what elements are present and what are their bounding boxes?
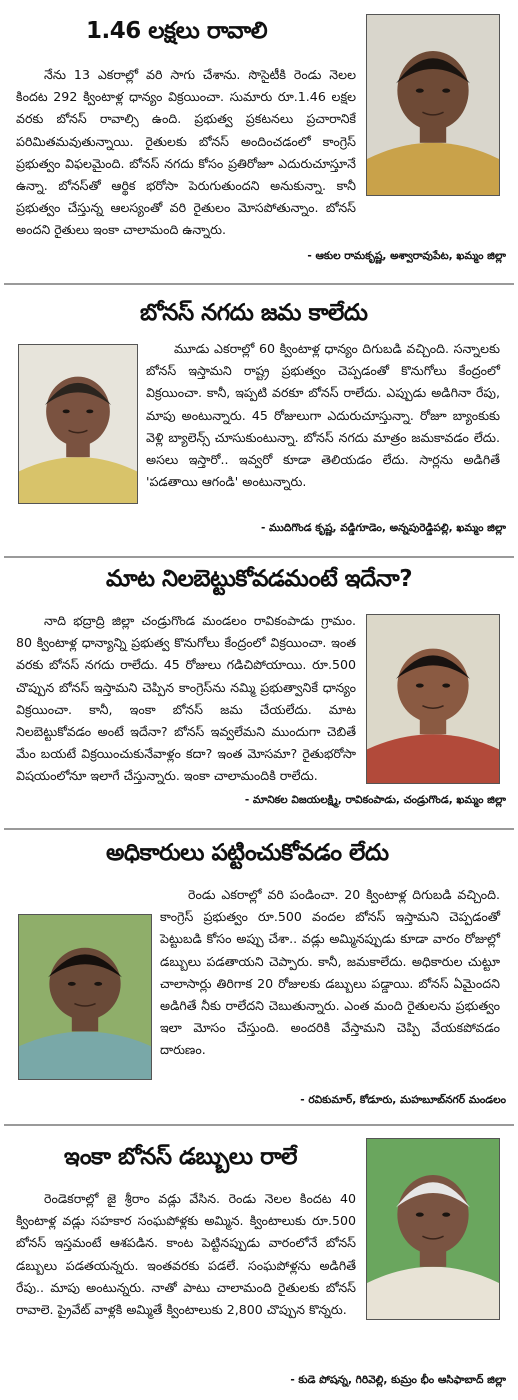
section-divider: [4, 283, 514, 285]
left-eye: [68, 982, 76, 986]
article-body: [146, 338, 500, 493]
left-eye: [416, 1212, 424, 1216]
article-headline: అధికారులు పట్టించుకోవడం లేదు: [106, 840, 389, 866]
article-1: [0, 0, 518, 286]
article-byline: - ఆకుల రామకృష్ణ, అశ్వారావుపేట, ఖమ్మం జిల్లా: [307, 250, 506, 262]
article-byline: - ముదిగొండ కృష్ణ, వడ్డిగూడెం, అన్నపురెడ్డిపల్లి, ఖమ్మం జిల్లా: [260, 522, 506, 534]
article-headline: 1.46 లక్షలు రావాలి: [86, 18, 268, 44]
article-3: [0, 558, 518, 828]
article-headline: ఇంకా బోనస్ డబ్బులు రాలే: [64, 1144, 297, 1170]
right-eye: [442, 684, 450, 688]
article-text: రెండు ఎకరాల్లో వరి పండించా. 20 క్వింటాళ్ల దిగుబడి వచ్చింది. కాంగ్రెస్ ప్రభుత్వం రూ.500 వందల బోనస్ ఇస్తామని చెప్పడంతో పెట్టుబడి కోసం అప్పు చేశా.. వడ్లు అమ్మినప్పుడు కూడా వారం రోజుల్లో డబ్బులు పడతాయని చెప్పారు. కానీ, జమకాలేదు. అధికారుల చుట్టూ చాలాసార్లు తిరిగాక 20 రోజులకు డబ్బులు పడ్డాయి. బోనస్ ఏమైందని అడిగితే నీకు రాలేదని చెబుతున్నారు. ఎంత మంది రైతులను ప్రభుత్వం ఇలా మోసం చేస్తుంది. అందరికి వేస్తామని చెప్పి వేయకపోవడం దారుణం.: [160, 887, 500, 1058]
right-eye: [442, 1212, 450, 1216]
article-headline: బోనస్ నగదు జమ కాలేదు: [140, 300, 368, 326]
article-byline: - మానికల విజయలక్ష్మి, రావికంపాడు, చండ్రుగొండ, ఖమ్మం జిల్లా: [244, 794, 506, 806]
portrait-man-4: [367, 1139, 499, 1319]
article-5: [0, 1126, 518, 1400]
portrait-photo: [366, 1138, 500, 1320]
article-text: రెండెకరాల్లో జై శ్రీరాం వడ్లు వేసిన. రెండు నెలల కిందట 40 క్వింటాళ్ల వడ్లు సహకార సంఘపోళ్లకు అమ్మిన. క్వింటాలుకు రూ.500 బోనస్ ఇస్తమంటే ఆశపడిన. కాంట పెట్టినప్పుడు వారంలోనే బోనస్ డబ్బులు పడతయన్నరు. ఇంతవరకు పడలే. సంఘపోళ్లను అడిగితే రేపు.. మాపు అంటున్నరు. నాతో పాటు చాలామంది రైతులకు బోనస్ రావాలె. ప్రైవేట్ వాళ్లకి అమ్మితే క్వింటాలుకు 2,800 చొప్పున కొన్నరు.: [16, 1191, 356, 1318]
portrait-photo: [366, 14, 500, 196]
article-text: నాది భద్రాద్రి జిల్లా చండ్రుగొండ మండలం రావికంపాడు గ్రామం. 80 క్వింటాళ్ల ధాన్యాన్ని ప్రభుత్వ కొనుగోలు కేంద్రంలో విక్రయించా. ఇంత వరకు బోనస్ నగదు రాలేదు. 45 రోజులు గడిచిపోయాయి. రూ.500 చొప్పున బోనస్ ఇస్తామని చెప్పిన కాంగ్రెస్‌ను నమ్మి ప్రభుత్వానికే ధాన్యం విక్రయించా. కానీ, ఇంకా బోనస్ జమ చేయలేదు. మాట నిలబెట్టుకోవడం అంటే ఇదేనా? బోనస్ ఇవ్వలేమని ముందుగా చెబితే మేం బయటే విక్రయించుకునేవాళ్లం కదా? ఇంత మోసమా? రైతుభరోసా విషయంలోనూ ఇలాగే చేస్తున్నారు. ఇంకా చాలామందికి రాలేదు.: [16, 613, 356, 784]
portrait-photo: [18, 344, 138, 504]
right-eye: [86, 409, 93, 413]
portrait-woman-1: [367, 615, 499, 783]
right-eye: [94, 982, 102, 986]
article-byline: - రవికుమార్, కోడూరు, మహబూబ్‌నగర్ మండలం: [300, 1094, 506, 1106]
portrait-man-1: [367, 15, 499, 195]
article-body: [16, 1188, 356, 1321]
article-body: [16, 64, 356, 242]
left-eye: [416, 684, 424, 688]
article-2: [0, 286, 518, 556]
left-eye: [416, 88, 424, 92]
article-byline: - కుడె పోషన్న, గిరివెల్లి, కుమ్రం భీం ఆసిఫాబాద్ జిల్లా: [290, 1374, 506, 1386]
portrait-man-2: [19, 345, 137, 503]
article-4: [0, 830, 518, 1124]
portrait-photo: [366, 614, 500, 784]
right-eye: [442, 88, 450, 92]
left-eye: [63, 409, 70, 413]
article-text: మూడు ఎకరాల్లో 60 క్వింటాళ్ల ధాన్యం దిగుబడి వచ్చింది. సన్నాలకు బోనస్ ఇస్తామని రాష్ట్ర ప్రభుత్వం చెప్పడంతో కొనుగోలు కేంద్రంలో విక్రయించా. కానీ, ఇప్పటి వరకూ బోనస్ రాలేదు. ఎప్పుడు అడిగినా రేపు, మాపు అంటున్నారు. 45 రోజులుగా ఎదురుచూస్తున్నా. రోజూ బ్యాంకుకు వెళ్లి బ్యాలెన్స్ చూసుకుంటున్నా. బోనస్ నగదు మాత్రం జమకావడం లేదు. అసలు ఇస్తారో.. ఇవ్వరో కూడా తెలియడం లేదు. సార్లను అడిగితే 'పడతాయి ఆగండి' అంటున్నారు.: [146, 341, 500, 490]
portrait-man-3: [19, 915, 151, 1079]
article-body: [16, 610, 356, 788]
portrait-photo: [18, 914, 152, 1080]
article-body: [160, 884, 500, 1062]
article-text: నేను 13 ఎకరాల్లో వరి సాగు చేశాను. సొసైటీకి రెండు నెలల కిందట 292 క్వింటాళ్ల ధాన్యం విక్రయించా. సుమారు రూ.1.46 లక్షల వరకు బోనస్ రావాల్సి ఉంది. ప్రభుత్వ ప్రకటనలు ప్రచారానికే పరిమితమవుతున్నాయి. రైతులకు బోనస్ అందించడంలో కాంగ్రెస్ ప్రభుత్వం విఫలమైంది. బోనస్ నగదు కోసం ప్రతిరోజూ ఎదురుచూస్తూనే ఉన్నా. బోనస్‌తో ఆర్థిక భరోసా పెరుగుతుందని అనుకున్నా. కానీ ప్రభుత్వం చేస్తున్న ఆలస్యంతో వరి రైతులం మోసపోతున్నాం. బోనస్ అందని రైతులు ఇంకా చాలామంది ఉన్నారు.: [16, 67, 356, 238]
article-headline: మాట నిలబెట్టుకోవడమంటే ఇదేనా?: [106, 566, 413, 592]
